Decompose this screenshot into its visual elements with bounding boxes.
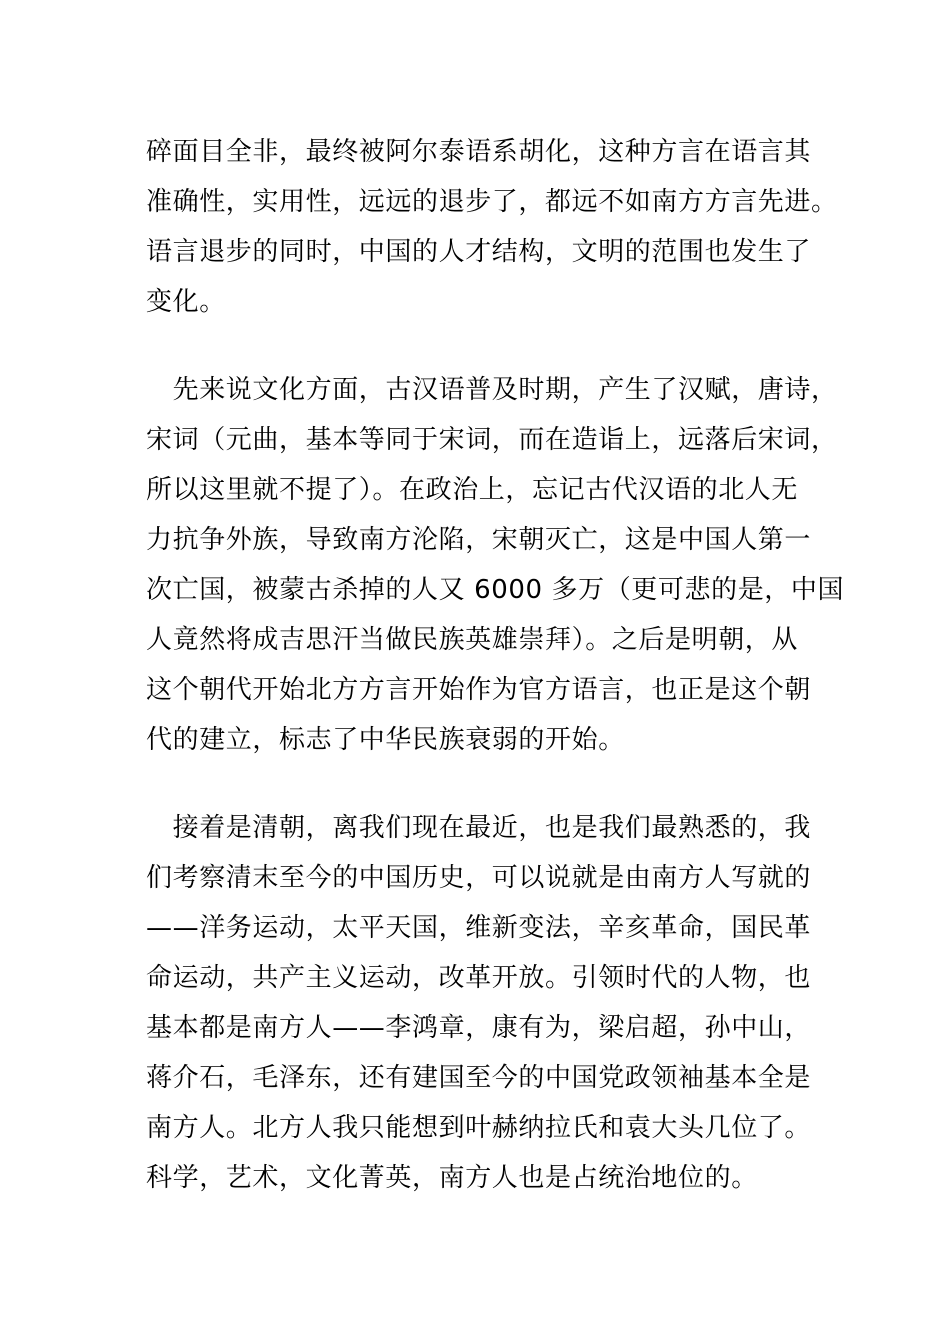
text-line: 先来说文化方面，古汉语普及时期，产生了汉赋，唐诗， [146, 375, 838, 405]
text-line: 代的建立，标志了中华民族衰弱的开始。 [146, 725, 625, 755]
text-line: 南方人。北方人我只能想到叶赫纳拉氏和袁大头几位了。 [146, 1113, 812, 1143]
paragraph-spacer [146, 765, 806, 803]
text-line: 变化。 [146, 287, 226, 317]
text-line: 基本都是南方人——李鸿章，康有为，梁启超，孙中山， [146, 1013, 812, 1043]
paragraph-spacer [146, 327, 806, 365]
text-line: 次亡国，被蒙古杀掉的人又 6000 多万（更可悲的是，中国 [146, 575, 845, 605]
text-line: 科学，艺术，文化菁英，南方人也是占统治地位的。 [146, 1163, 758, 1193]
text-line: 这个朝代开始北方方言开始作为官方语言，也正是这个朝 [146, 675, 812, 705]
text-line: 们考察清末至今的中国历史，可以说就是由南方人写就的 [146, 863, 812, 893]
paragraph-1 [146, 127, 838, 327]
paragraph-3 [146, 803, 812, 1203]
text-line: 接着是清朝，离我们现在最近，也是我们最熟悉的，我 [146, 813, 812, 843]
text-line: 所以这里就不提了）。在政治上，忘记古代汉语的北人无 [146, 475, 799, 505]
text-line: 人竟然将成吉思汗当做民族英雄崇拜）。之后是明朝，从 [146, 625, 799, 655]
text-line: 蒋介石，毛泽东，还有建国至今的中国党政领袖基本全是 [146, 1063, 812, 1093]
text-line: 准确性，实用性，远远的退步了，都远不如南方方言先进。 [146, 187, 838, 217]
paragraph-2 [146, 365, 845, 765]
body-text [146, 127, 845, 1203]
text-line: 语言退步的同时，中国的人才结构，文明的范围也发生了 [146, 237, 812, 267]
text-line: ——洋务运动，太平天国，维新变法，辛亥革命，国民革 [146, 913, 812, 943]
text-line: 碎面目全非，最终被阿尔泰语系胡化，这种方言在语言其 [146, 137, 812, 167]
text-line: 力抗争外族，导致南方沦陷，宋朝灭亡，这是中国人第一 [146, 525, 812, 555]
text-line: 宋词（元曲，基本等同于宋词，而在造诣上，远落后宋词， [146, 425, 838, 455]
text-line: 命运动，共产主义运动，改革开放。引领时代的人物，也 [146, 963, 812, 993]
